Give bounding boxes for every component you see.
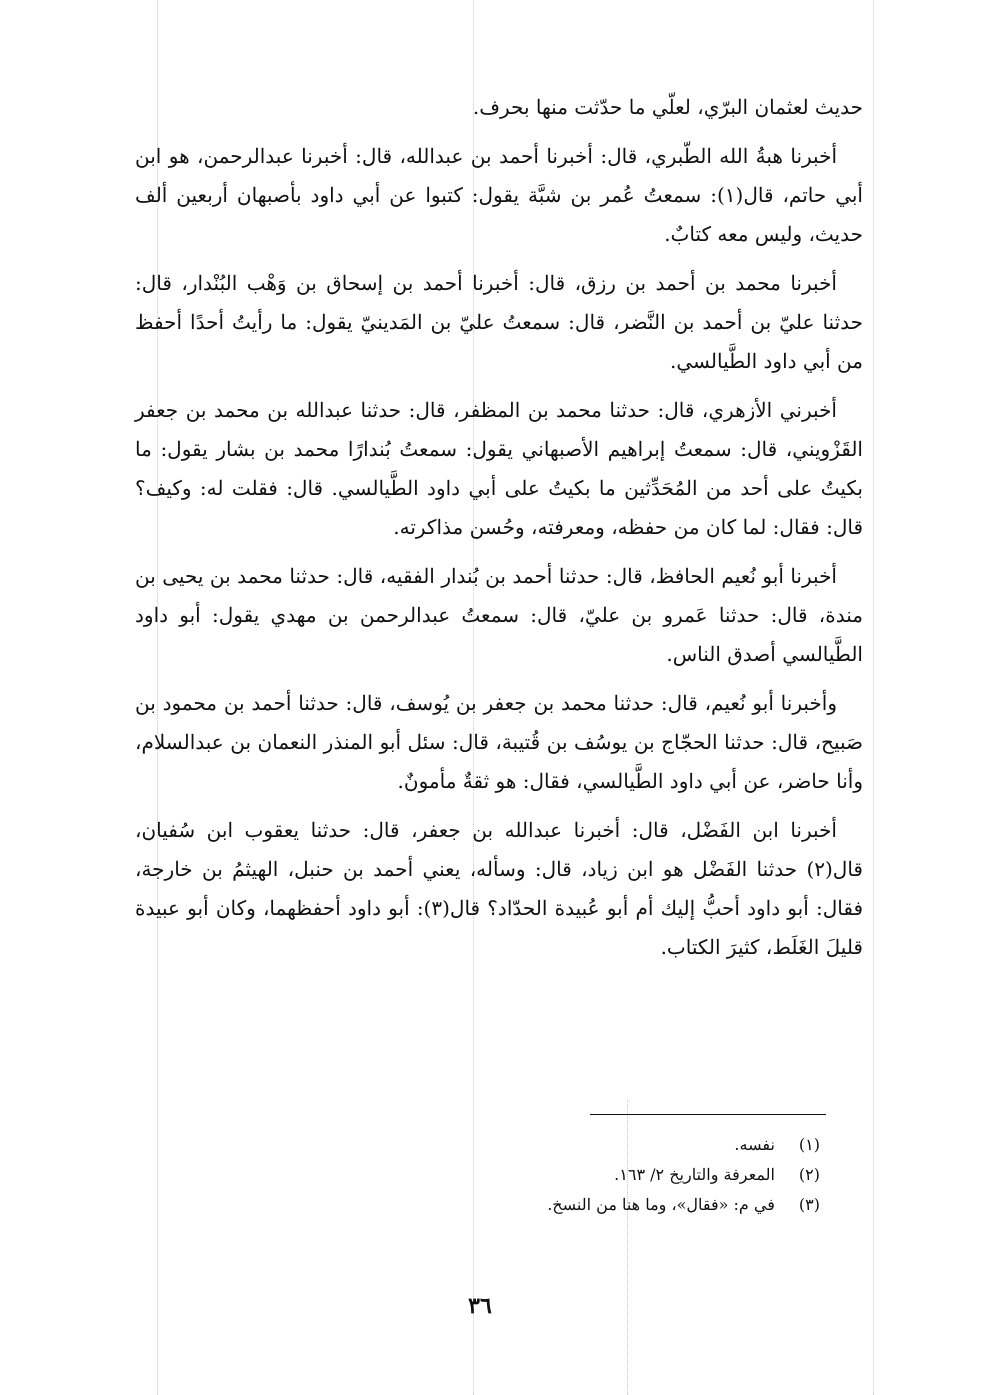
scan-artifact bbox=[873, 0, 875, 1395]
footnotes bbox=[300, 1130, 820, 1220]
footnote-divider bbox=[590, 1114, 826, 1115]
paragraph: أخبرنا هبةُ الله الطّبري، قال: أخبرنا أحمد بن عبدالله، قال: أخبرنا عبدالرحمن، هو ابن أبي حاتم، قال(١): سمعتُ عُمر بن شبَّة يقول: كتبوا عن أبي داود بأصبهان أربعين ألف حديث، وليس معه كتابٌ. bbox=[135, 144, 863, 246]
footnote-number: (٣) bbox=[798, 1195, 820, 1214]
footnote-text: في م: «فقال»، وما هنا من النسخ. bbox=[547, 1195, 775, 1214]
footnote-number: (٢) bbox=[798, 1165, 820, 1184]
footnote-text: نفسه. bbox=[734, 1135, 775, 1154]
paragraph: أخبرنا ابن الفَضْل، قال: أخبرنا عبدالله بن جعفر، قال: حدثنا يعقوب ابن سُفيان، قال(٢) حدثنا الفَضْل هو ابن زياد، قال: وسأله، يعني أحمد بن حنبل، الهيثمُ بن خارجة، فقال: أبو داود أحبُّ إليك أم أبو عُبيدة الحدّاد؟ قال(٣): أبو داود أحفظهما، وكان أبو عبيدة قليلَ الغَلَط، كثيرَ الكتاب. bbox=[135, 818, 864, 959]
paragraph: أخبرنا أبو نُعيم الحافظ، قال: حدثنا أحمد بن بُندار الفقيه، قال: حدثنا محمد بن يحيى بن مندة، قال: حدثنا عَمرو بن عليّ، قال: سمعتُ عبدالرحمن بن مهدي يقول: أبو داود الطَّيالسي أصدق الناس. bbox=[135, 564, 863, 666]
footnote-item bbox=[300, 1190, 820, 1220]
footnote-number: (١) bbox=[798, 1135, 820, 1154]
footnote-item bbox=[300, 1160, 820, 1190]
paragraph: وأخبرنا أبو نُعيم، قال: حدثنا محمد بن جعفر بن يُوسف، قال: حدثنا أحمد بن محمود بن صَبيح، قال: حدثنا الحجّاج بن يوسُف بن قُتيبة، قال: سئل أبو المنذر النعمان بن عبدالسلام، وأنا حاضر، عن أبي داود الطَّيالسي، فقال: هو ثقةٌ مأمونٌ. bbox=[135, 691, 863, 793]
footnote-text: المعرفة والتاريخ ٢/ ١٦٣. bbox=[614, 1165, 775, 1184]
footnote-item bbox=[300, 1130, 820, 1160]
page-number: ٣٦ bbox=[468, 1293, 492, 1319]
paragraph: أخبرني الأزهري، قال: حدثنا محمد بن المظفر، قال: حدثنا عبدالله بن محمد بن جعفر القَزْويني، قال: سمعتُ إبراهيم الأصبهاني يقول: سمعتُ بُندارًا محمد بن بشار يقول: ما بكيتُ على أحد من المُحَدِّثين ما بكيتُ على أبي داود الطَّيالسي. قال: فقلت له: وكيف؟ قال: فقال: لما كان من حفظه، ومعرفته، وحُسن مذاكرته. bbox=[135, 398, 863, 539]
main-text bbox=[135, 88, 863, 977]
paragraph: أخبرنا محمد بن أحمد بن رزق، قال: أخبرنا أحمد بن إسحاق بن وَهْب البُنْدار، قال: حدثنا عليّ بن أحمد بن النَّضر، قال: سمعتُ عليّ بن المَدينيّ يقول: ما رأيتُ أحدًا أحفظ من أبي داود الطَّيالسي. bbox=[135, 271, 863, 373]
paragraph: حديث لعثمان البرّي، لعلّي ما حدّثت منها بحرف. bbox=[472, 95, 863, 119]
